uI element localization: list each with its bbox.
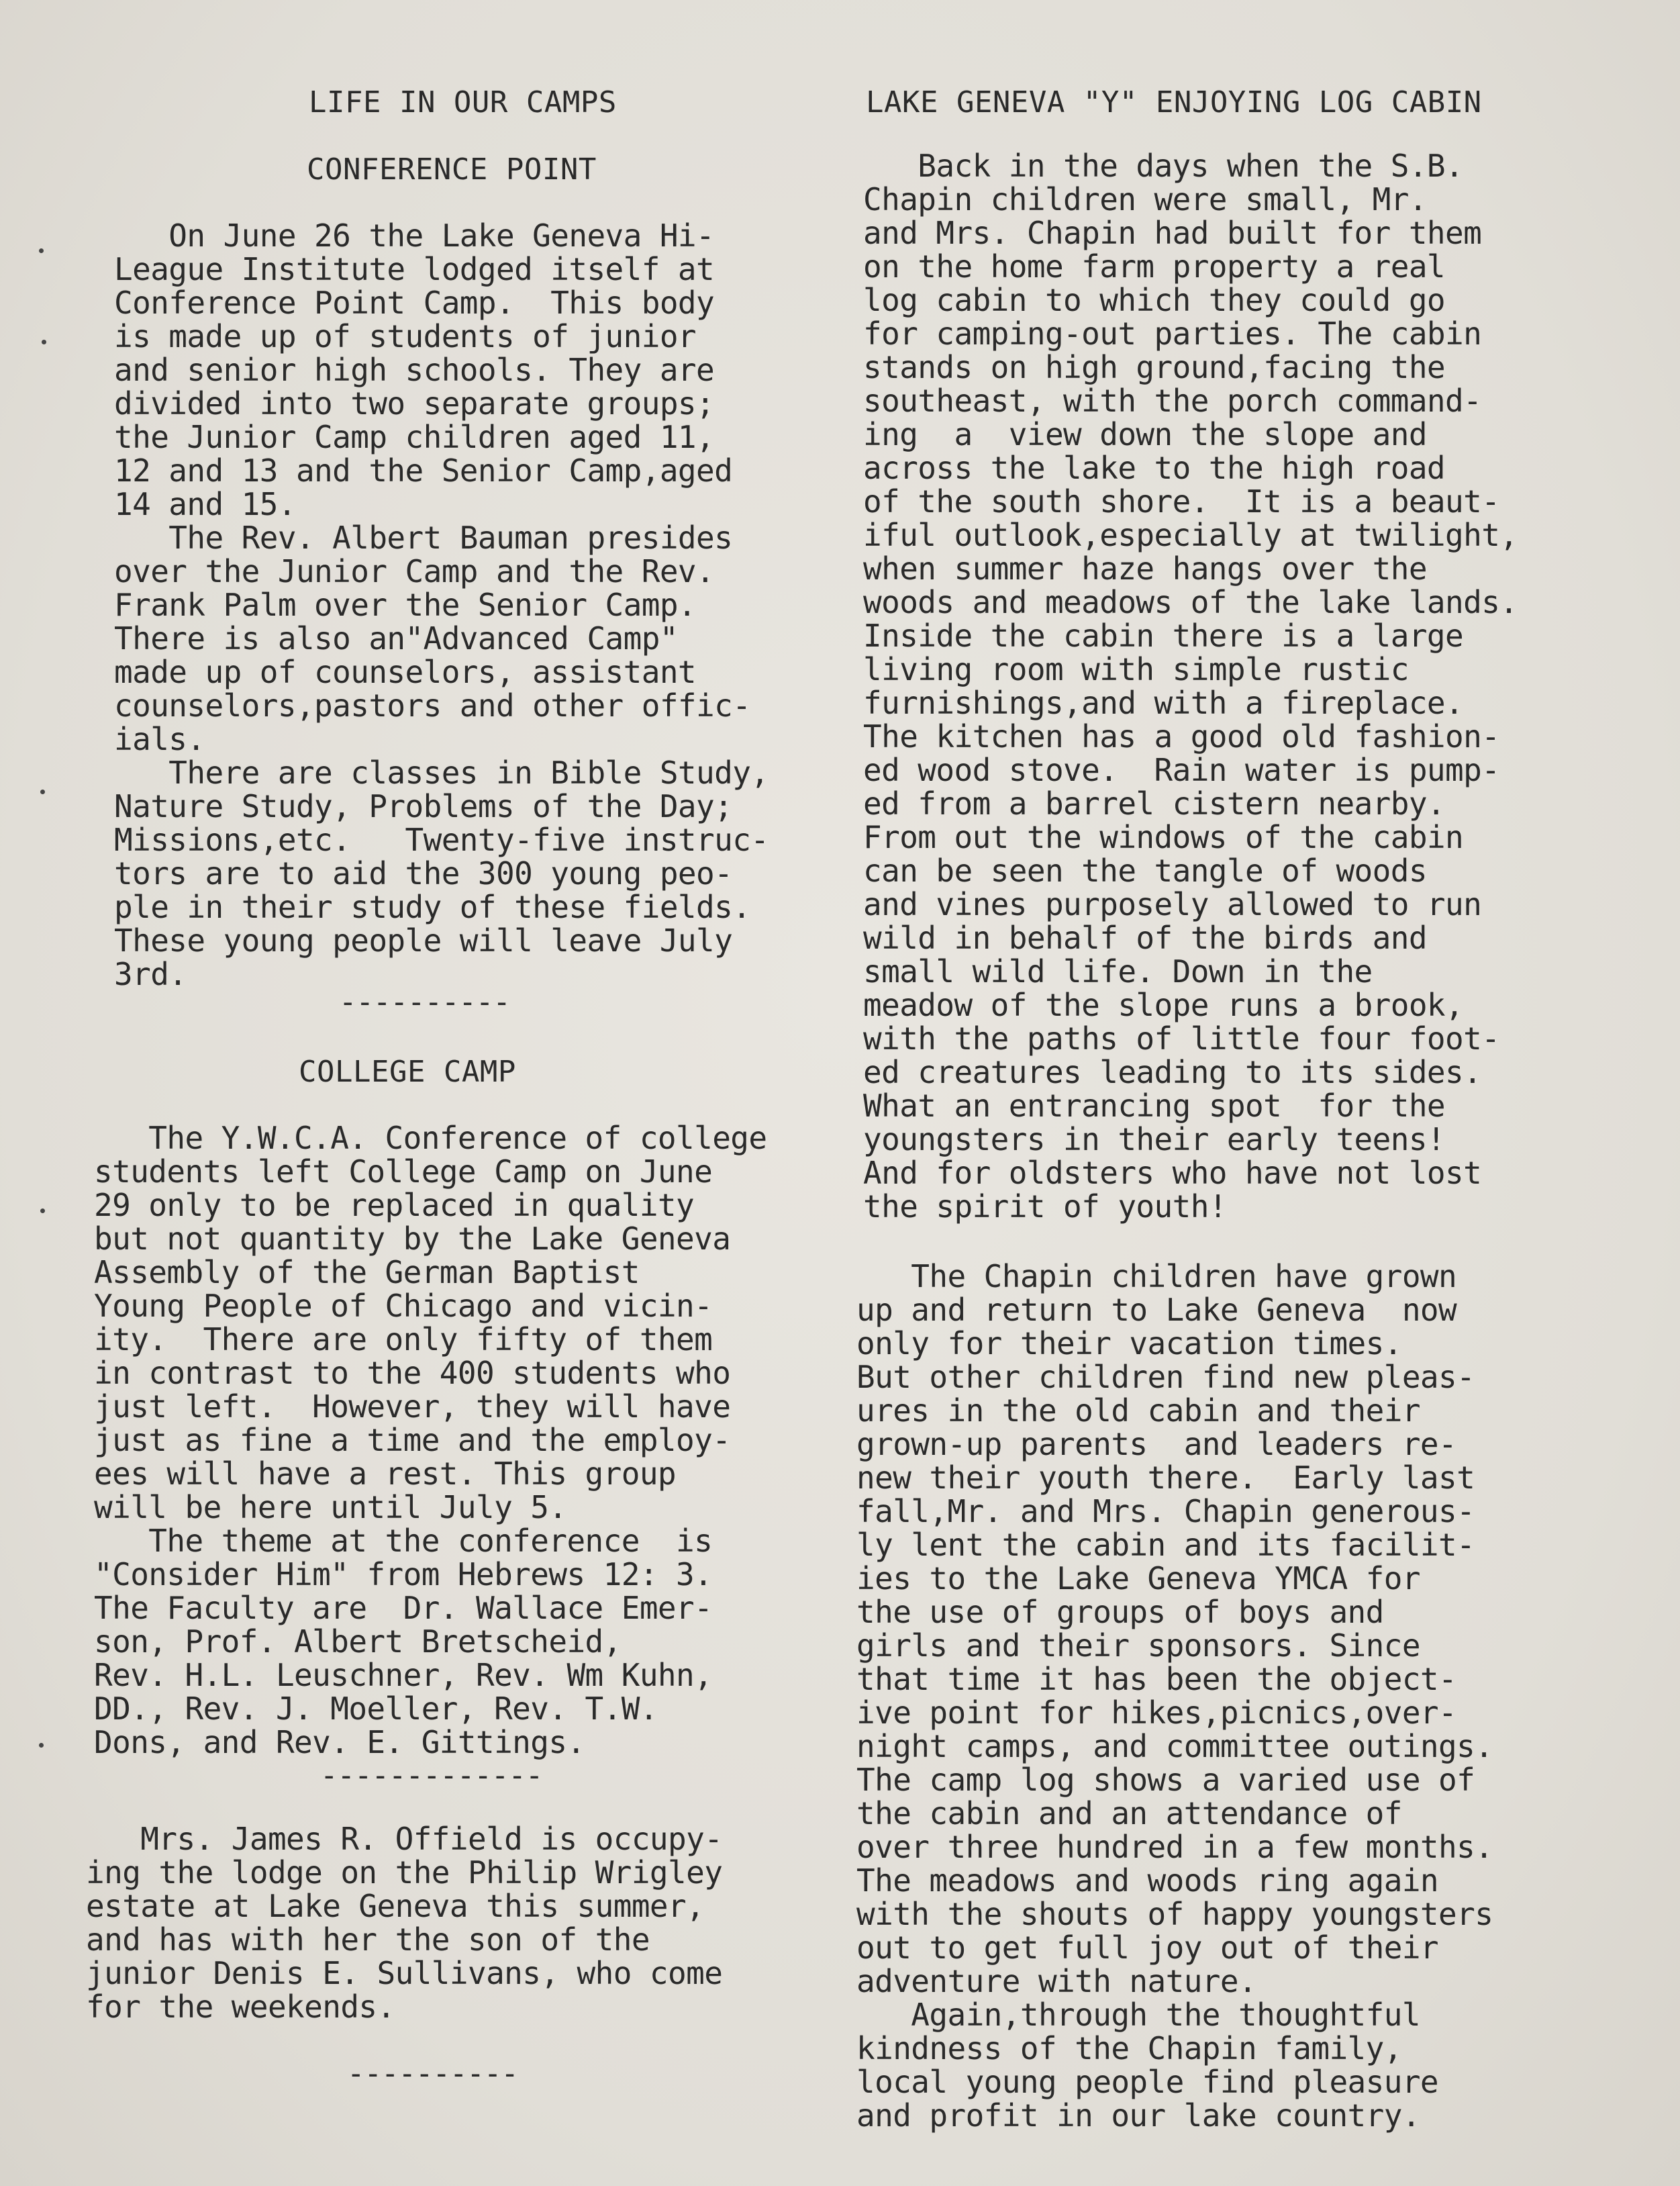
text-line: ures in the old cabin and their xyxy=(856,1392,1420,1429)
offield-article xyxy=(86,1822,722,2024)
text-line: is made up of students of junior xyxy=(114,318,697,354)
text-line: only for their vacation times. xyxy=(856,1325,1402,1362)
text-line: Conference Point Camp. This body xyxy=(114,285,715,321)
text-line: and senior high schools. They are xyxy=(114,352,715,388)
text-line: DD., Rev. J. Moeller, Rev. T.W. xyxy=(94,1691,658,1727)
text-line: From out the windows of the cabin xyxy=(863,819,1464,855)
separator-1: ---------- xyxy=(339,985,510,1019)
text-line: youngsters in their early teens! xyxy=(863,1121,1446,1157)
text-line: the cabin and an attendance of xyxy=(856,1795,1402,1832)
log-cabin-article-part-2 xyxy=(856,1260,1493,2132)
text-line: But other children find new pleas- xyxy=(856,1359,1475,1395)
text-line: local young people find pleasure xyxy=(856,2064,1439,2100)
paper-speck xyxy=(42,340,46,344)
text-line: And for oldsters who have not lost xyxy=(863,1155,1482,1191)
log-cabin-article-part-1 xyxy=(863,149,1518,1223)
text-line: ials. xyxy=(114,721,205,757)
text-line: can be seen the tangle of woods xyxy=(863,853,1427,889)
text-line: iful outlook,especially at twilight, xyxy=(863,517,1518,553)
text-line: The camp log shows a varied use of xyxy=(856,1762,1475,1798)
section-heading-conference-point: CONFERENCE POINT xyxy=(307,152,597,187)
text-line: and Mrs. Chapin had built for them xyxy=(863,215,1482,251)
text-line: but not quantity by the Lake Geneva xyxy=(94,1221,731,1257)
text-line: 29 only to be replaced in quality xyxy=(94,1187,695,1223)
text-line: Rev. H.L. Leuschner, Rev. Wm Kuhn, xyxy=(94,1657,713,1693)
text-line: 14 and 15. xyxy=(114,486,296,522)
text-line: son, Prof. Albert Bretscheid, xyxy=(94,1623,622,1660)
text-line: with the shouts of happy youngsters xyxy=(856,1896,1493,1932)
text-line: ple in their study of these fields. xyxy=(114,889,751,925)
text-line: ity. There are only fifty of them xyxy=(94,1321,713,1358)
text-line: students left College Camp on June xyxy=(94,1153,713,1190)
text-line: ing the lodge on the Philip Wrigley xyxy=(86,1854,723,1891)
text-line: The meadows and woods ring again xyxy=(856,1862,1439,1899)
text-line: on the home farm property a real xyxy=(863,248,1446,285)
text-line: made up of counselors, assistant xyxy=(114,654,697,690)
text-line: Back in the days when the S.B. xyxy=(863,148,1464,184)
text-line: Assembly of the German Baptist xyxy=(94,1254,640,1290)
text-line: out to get full joy out of their xyxy=(856,1930,1439,1966)
text-line: ed creatures leading to its sides. xyxy=(863,1054,1482,1090)
text-line: adventure with nature. xyxy=(856,1963,1257,1999)
text-line: The Chapin children have grown xyxy=(856,1258,1457,1294)
text-line: Dons, and Rev. E. Gittings. xyxy=(94,1724,585,1760)
text-line: Chapin children were small, Mr. xyxy=(863,181,1427,218)
text-line: when summer haze hangs over the xyxy=(863,551,1427,587)
text-line: for camping-out parties. The cabin xyxy=(863,316,1482,352)
text-line: There are classes in Bible Study, xyxy=(114,755,769,791)
text-line: counselors,pastors and other offic- xyxy=(114,687,751,724)
text-line: with the paths of little four foot- xyxy=(863,1020,1500,1057)
text-line: small wild life. Down in the xyxy=(863,953,1373,990)
text-line: ies to the Lake Geneva YMCA for xyxy=(856,1560,1420,1597)
text-line: Inside the cabin there is a large xyxy=(863,618,1464,654)
text-line: divided into two separate groups; xyxy=(114,385,715,422)
text-line: ive point for hikes,picnics,over- xyxy=(856,1695,1457,1731)
text-line: stands on high ground,facing the xyxy=(863,349,1446,385)
text-line: junior Denis E. Sullivans, who come xyxy=(86,1955,723,1991)
text-line: will be here until July 5. xyxy=(94,1489,567,1525)
text-line: just left. However, they will have xyxy=(94,1388,731,1425)
text-line: new their youth there. Early last xyxy=(856,1460,1475,1496)
text-line: 12 and 13 and the Senior Camp,aged xyxy=(114,453,733,489)
text-line: the spirit of youth! xyxy=(863,1188,1227,1225)
text-line: Young People of Chicago and vicin- xyxy=(94,1288,713,1324)
text-line: fall,Mr. and Mrs. Chapin generous- xyxy=(856,1493,1475,1529)
paper-speck xyxy=(40,790,45,794)
text-line: "Consider Him" from Hebrews 12: 3. xyxy=(94,1556,713,1593)
text-line: The Y.W.C.A. Conference of college xyxy=(94,1120,767,1156)
text-line: What an entrancing spot for the xyxy=(863,1088,1446,1124)
text-line: ed from a barrel cistern nearby. xyxy=(863,786,1446,822)
text-line: Frank Palm over the Senior Camp. xyxy=(114,587,697,623)
text-line: and profit in our lake country. xyxy=(856,2097,1420,2134)
text-line: over three hundred in a few months. xyxy=(856,1829,1493,1865)
text-line: grown-up parents and leaders re- xyxy=(856,1426,1457,1462)
text-line: night camps, and committee outings. xyxy=(856,1728,1493,1764)
text-line: The theme at the conference is xyxy=(94,1523,713,1559)
text-line: League Institute lodged itself at xyxy=(114,251,715,287)
text-line: wild in behalf of the birds and xyxy=(863,920,1427,956)
text-line: On June 26 the Lake Geneva Hi- xyxy=(114,218,715,254)
text-line: The Rev. Albert Bauman presides xyxy=(114,520,733,556)
text-line: Mrs. James R. Offield is occupy- xyxy=(86,1821,723,1857)
text-line: just as fine a time and the employ- xyxy=(94,1422,731,1458)
text-line: ly lent the cabin and its facilit- xyxy=(856,1527,1475,1563)
text-line: 3rd. xyxy=(114,956,187,992)
paper-speck xyxy=(39,1743,44,1748)
text-line: These young people will leave July xyxy=(114,922,733,959)
separator-2: ------------- xyxy=(320,1758,543,1793)
text-line: and vines purposely allowed to run xyxy=(863,886,1482,922)
text-line: Missions,etc. Twenty-five instruc- xyxy=(114,822,769,858)
page-title: LIFE IN OUR CAMPS xyxy=(309,85,617,120)
text-line: for the weekends. xyxy=(86,1989,395,2025)
paper-speck xyxy=(39,248,44,253)
text-line: across the lake to the high road xyxy=(863,450,1446,486)
text-line: log cabin to which they could go xyxy=(863,282,1446,318)
text-line: Nature Study, Problems of the Day; xyxy=(114,788,733,824)
article-title-log-cabin: LAKE GENEVA "Y" ENJOYING LOG CABIN xyxy=(866,85,1482,120)
text-line: in contrast to the 400 students who xyxy=(94,1355,731,1391)
text-line: girls and their sponsors. Since xyxy=(856,1627,1420,1664)
separator-3: ---------- xyxy=(347,2056,518,2091)
text-line: kindness of the Chapin family, xyxy=(856,2030,1402,2066)
text-line: Again,through the thoughtful xyxy=(856,1997,1420,2033)
section-heading-college-camp: COLLEGE CAMP xyxy=(299,1055,516,1089)
text-line: that time it has been the object- xyxy=(856,1661,1457,1697)
text-line: and has with her the son of the xyxy=(86,1921,650,1958)
text-line: over the Junior Camp and the Rev. xyxy=(114,553,715,589)
text-line: woods and meadows of the lake lands. xyxy=(863,584,1518,620)
text-line: the use of groups of boys and xyxy=(856,1594,1384,1630)
college-camp-article xyxy=(94,1121,767,1759)
text-line: meadow of the slope runs a brook, xyxy=(863,987,1464,1023)
text-line: furnishings,and with a fireplace. xyxy=(863,685,1464,721)
text-line: of the south shore. It is a beaut- xyxy=(863,483,1500,520)
text-line: living room with simple rustic xyxy=(863,651,1409,687)
text-line: The Faculty are Dr. Wallace Emer- xyxy=(94,1590,713,1626)
text-line: The kitchen has a good old fashion- xyxy=(863,718,1500,755)
conference-point-article xyxy=(114,219,769,991)
text-line: ed wood stove. Rain water is pump- xyxy=(863,752,1500,788)
text-line: There is also an"Advanced Camp" xyxy=(114,620,678,657)
paper-speck xyxy=(40,1208,45,1213)
text-line: tors are to aid the 300 young peo- xyxy=(114,855,733,892)
text-line: southeast, with the porch command- xyxy=(863,383,1482,419)
text-line: ees will have a rest. This group xyxy=(94,1456,677,1492)
text-line: the Junior Camp children aged 11, xyxy=(114,419,715,455)
text-line: up and return to Lake Geneva now xyxy=(856,1292,1457,1328)
text-line: estate at Lake Geneva this summer, xyxy=(86,1888,705,1924)
text-line: ing a view down the slope and xyxy=(863,416,1427,453)
